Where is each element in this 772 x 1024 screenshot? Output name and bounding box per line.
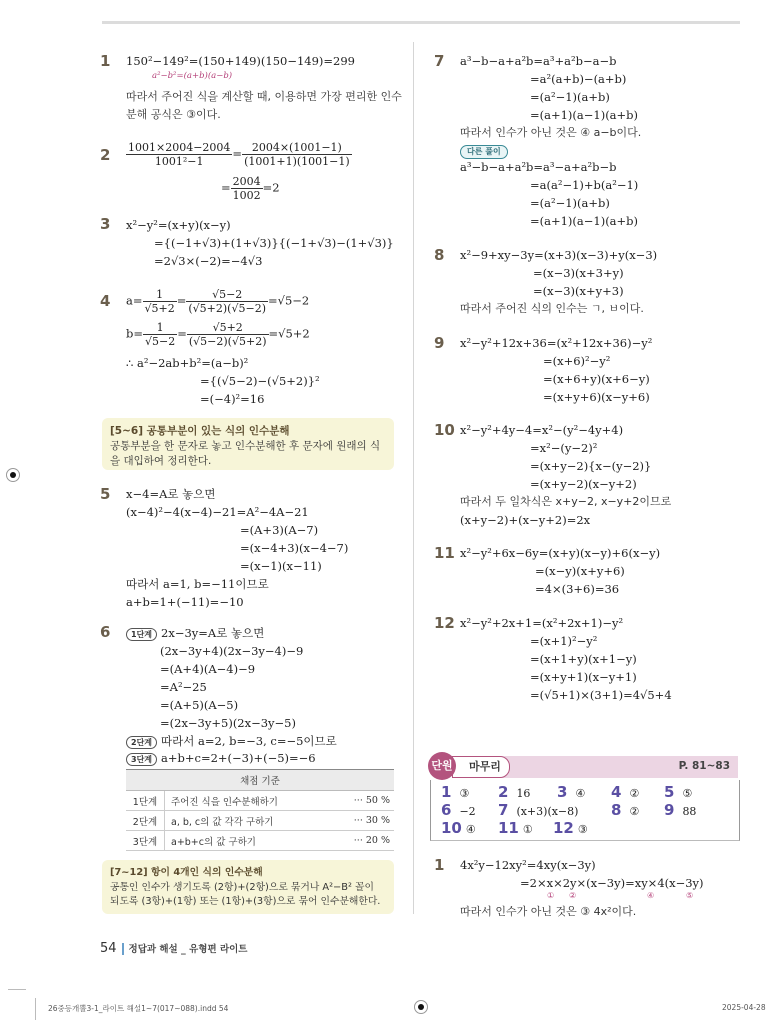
problem-number: 6 (100, 623, 111, 641)
footer-separator (122, 943, 124, 955)
equation: x−4=A로 놓으면 (126, 487, 216, 501)
equation: (2x−3y+4)(2x−3y−4)−9 (160, 644, 304, 658)
equation: =(x+y+1)(x−y+1) (530, 670, 637, 684)
answer-item: 12 ③ (553, 819, 588, 837)
equation: =(a²−1)(a+b) (530, 90, 610, 104)
scoring-table (126, 769, 394, 851)
equation: =(A+5)(A−5) (160, 698, 239, 712)
equation: ∴ a²−2ab+b²=(a−b)² (126, 356, 249, 370)
answer-item: 7 (x+3)(x−8) (498, 801, 579, 819)
explanation-text: 따라서 a=1, b=−11이므로 (126, 577, 269, 591)
registration-mark-icon (6, 468, 20, 482)
equation: ={(−1+√3)+(1+√3)}{(−1+√3)−(1+√3)} (154, 236, 394, 250)
tip-box-7-12 (102, 860, 394, 914)
equation: (x+y−2)+(x−y+2)=2x (460, 513, 591, 527)
tip-title: [7~12] 항이 4개인 식의 인수분해 (110, 867, 263, 878)
registration-mark-icon (414, 1000, 428, 1014)
alt-solution-label (460, 143, 508, 159)
equation: =a(a²−1)+b(a²−1) (530, 178, 639, 192)
table-row: 2단계 a, b, c의 값 각각 구하기 ··· 30 % (126, 811, 394, 831)
equation: =(x+y+6)(x−y+6) (543, 390, 650, 404)
unit-review-header (428, 752, 738, 778)
equation: =(x+6)²−y² (543, 354, 611, 368)
equation: (x−4)²−4(x−4)−21=A²−4A−21 (126, 505, 309, 519)
answer-item: 8 ② (611, 801, 640, 819)
problem-number: 3 (100, 215, 111, 233)
answer-item: 9 88 (664, 801, 697, 819)
equation: =(A+3)(A−7) (240, 523, 319, 537)
equation: =(x−y)(x+y+6) (535, 564, 625, 578)
equation: x²−y²+12x+36=(x²+12x+36)−y² (460, 336, 653, 350)
equation: 150²−149²=(150+149)(150−149)=299 (126, 54, 355, 68)
slug-date: 2025-04-28 (722, 1003, 766, 1012)
equation: =(x+1+y)(x+1−y) (530, 652, 637, 666)
fraction: $\frac{1}{√5-2}$ (145, 321, 176, 348)
unit-page-range: P. 81~83 (678, 760, 730, 772)
fraction: $\frac{2004}{1002}$ (232, 175, 261, 202)
fraction: $\frac{√5-2}{(√5+2)(√5-2)}$ (188, 288, 266, 315)
problem-number: 9 (434, 334, 445, 352)
equation: =(x+1)²−y² (530, 634, 598, 648)
equation: a³−b−a+a²b=a³+a²b−a−b (460, 54, 617, 68)
slug-filename: 26중등개뿔3-1_라이트 해설1~7(017~088).indd 54 (48, 1004, 229, 1013)
answer-item: 4 ② (611, 783, 640, 801)
answer-item: 2 16 (498, 783, 531, 801)
fraction: $\frac{√5+2}{(√5-2)(√5+2)}$ (188, 321, 267, 348)
column-divider (413, 42, 414, 914)
footer-title: 정답과 해설 _ 유형편 라이트 (128, 944, 248, 955)
problem-number: 4 (100, 292, 111, 310)
equation: =(x+6+y)(x+6−y) (543, 372, 650, 386)
equation: x²−y²+2x+1=(x²+2x+1)−y² (460, 616, 624, 630)
equation: =A²−25 (160, 680, 207, 694)
mark-label: ⑤ (686, 891, 694, 900)
problem-number: 1 (100, 52, 111, 70)
equation: =(x+y−2)(x−y+2) (530, 477, 637, 491)
equation: = $\frac{2004}{1002}$ =2 (221, 175, 280, 202)
equation: 3단계 a+b+c=2+(−3)+(−5)=−6 (126, 751, 316, 766)
stage-badge: 1단계 (126, 628, 157, 641)
explanation-text: 따라서 주어진 식을 계산할 때, 이용하면 가장 편리한 인수 (126, 90, 402, 103)
equation: b= $\frac{1}{√5-2}$ = $\frac{√5+2}{(√5-2)(√5+2)}$ =√5+2 (126, 321, 310, 348)
equation: =(x+y−2){x−(y−2)} (530, 459, 652, 473)
answer-grid (430, 780, 740, 841)
equation: =(a²−1)(a+b) (530, 196, 610, 210)
equation: x²−9+xy−3y=(x+3)(x−3)+y(x−3) (460, 248, 658, 262)
answer-item: 10 ④ (441, 819, 476, 837)
equation: 1단계 2x−3y=A로 놓으면 (126, 626, 264, 641)
page-number: 54 (100, 941, 117, 956)
equation: =(√5+1)×(3+1)=4√5+4 (530, 688, 672, 702)
equation: x²−y²+6x−6y=(x+y)(x−y)+6(x−y) (460, 546, 661, 560)
equation: =(a+1)(a−1)(a+b) (530, 108, 639, 122)
equation: =(A+4)(A−4)−9 (160, 662, 256, 676)
problem-number: 10 (434, 421, 455, 439)
tip-body: 공통인 인수가 생기도록 (2항)+(2항)으로 묶거나 A²−B² 꼴이 되도록 (3항)+(1항) 또는 (1항)+(3항)으로 묶어 인수분해한다. (110, 881, 381, 907)
equation: 4x²y−12xy²=4xy(x−3y) (460, 858, 596, 872)
crop-mark (35, 998, 36, 1020)
equation: =4×(3+6)=36 (535, 582, 620, 596)
equation: =2√3×(−2)=−4√3 (154, 254, 263, 268)
answer-item: 11 ① (498, 819, 533, 837)
explanation-text: 따라서 두 일차식은 x+y−2, x−y+2이므로 (460, 495, 672, 508)
scoring-table-header: 채점 기준 (126, 770, 394, 791)
equation: =(x−1)(x−11) (240, 559, 322, 573)
answer-item: 1 ③ (441, 783, 470, 801)
equation: =2×x×2y×(x−3y)=xy×4(x−3y) (520, 876, 704, 890)
explanation-text: 따라서 인수가 아닌 것은 ③ 4x²이다. (460, 905, 637, 918)
tip-box-5-6 (102, 418, 394, 470)
mark-label: ② (569, 891, 577, 900)
table-row: 1단계 주어진 식을 인수분해하기 ··· 50 % (126, 791, 394, 811)
problem-number: 5 (100, 485, 111, 503)
problem-number: 12 (434, 614, 455, 632)
problem-number: 11 (434, 544, 455, 562)
crop-mark (8, 989, 26, 990)
stage-badge: 3단계 (126, 753, 157, 766)
equation: =(a+1)(a−1)(a+b) (530, 214, 639, 228)
fraction: $\frac{1001\times 2004-2004}{\text{1001²−1}}$ (128, 141, 231, 168)
stage-badge: 2단계 (126, 736, 157, 749)
table-row: 3단계 a+b+c의 값 구하기 ··· 20 % (126, 831, 394, 851)
problem-number: 8 (434, 246, 445, 264)
unit-badge: 단원 (428, 752, 456, 780)
equation: 2단계 따라서 a=2, b=−3, c=−5이므로 (126, 734, 337, 749)
problem-number: 7 (434, 52, 445, 70)
mark-label: ④ (647, 891, 655, 900)
equation: a³−b−a+a²b=a³−a+a²b−b (460, 160, 617, 174)
tip-body: 공통부분을 한 문자로 놓고 인수분해한 후 문자에 원래의 식을 대입하여 정리한다. (110, 440, 381, 467)
explanation-text: 분해 공식은 ③이다. (126, 108, 221, 121)
equation: ={(√5−2)−(√5+2)}² (200, 374, 320, 388)
unit-review-title: 마무리 (452, 756, 510, 778)
equation: x²−y²=(x+y)(x−y) (126, 218, 231, 232)
problem-number: 2 (100, 146, 111, 164)
page-footer (100, 941, 247, 956)
equation: =(x−4+3)(x−4−7) (240, 541, 349, 555)
equation: a+b=1+(−11)=−10 (126, 595, 244, 609)
equation: $\frac{1001\times 2004-2004}{\text{1001²−1}}$ = $\frac{2004\times(1001-1)}{(1001+1)(1001-1)}$ (128, 141, 350, 168)
formula-note: a²−b²=(a+b)(a−b) (152, 71, 233, 81)
equation: =a²(a+b)−(a+b) (530, 72, 627, 86)
top-rule (102, 21, 740, 24)
fraction: $\frac{1}{√5+2}$ (144, 288, 175, 315)
alt-solution-badge: 다른 풀이 (460, 145, 508, 159)
equation: x²−y²+4y−4=x²−(y²−4y+4) (460, 423, 624, 437)
fraction: $\frac{2004\times(1001-1)}{(1001+1)(1001-1)}$ (244, 141, 350, 168)
equation: =(x−3)(x+y+3) (533, 284, 624, 298)
equation: =x²−(y−2)² (530, 441, 598, 455)
answer-item: 6 −2 (441, 801, 476, 819)
answer-item: 5 ⑤ (664, 783, 693, 801)
tip-title: [5~6] 공통부분이 있는 식의 인수분해 (110, 425, 290, 437)
equation: =(x−3)(x+3+y) (533, 266, 624, 280)
explanation-text: 따라서 주어진 식의 인수는 ㄱ, ㅂ이다. (460, 302, 644, 315)
answer-item: 3 ④ (557, 783, 586, 801)
explanation-text: 따라서 인수가 아닌 것은 ④ a−b이다. (460, 126, 642, 139)
equation: a= $\frac{1}{√5+2}$ = $\frac{√5-2}{(√5+2)(√5-2)}$ =√5−2 (126, 288, 310, 315)
mark-label: ① (547, 891, 555, 900)
equation: =(−4)²=16 (200, 392, 265, 406)
problem-number: 1 (434, 856, 445, 874)
equation: =(2x−3y+5)(2x−3y−5) (160, 716, 296, 730)
